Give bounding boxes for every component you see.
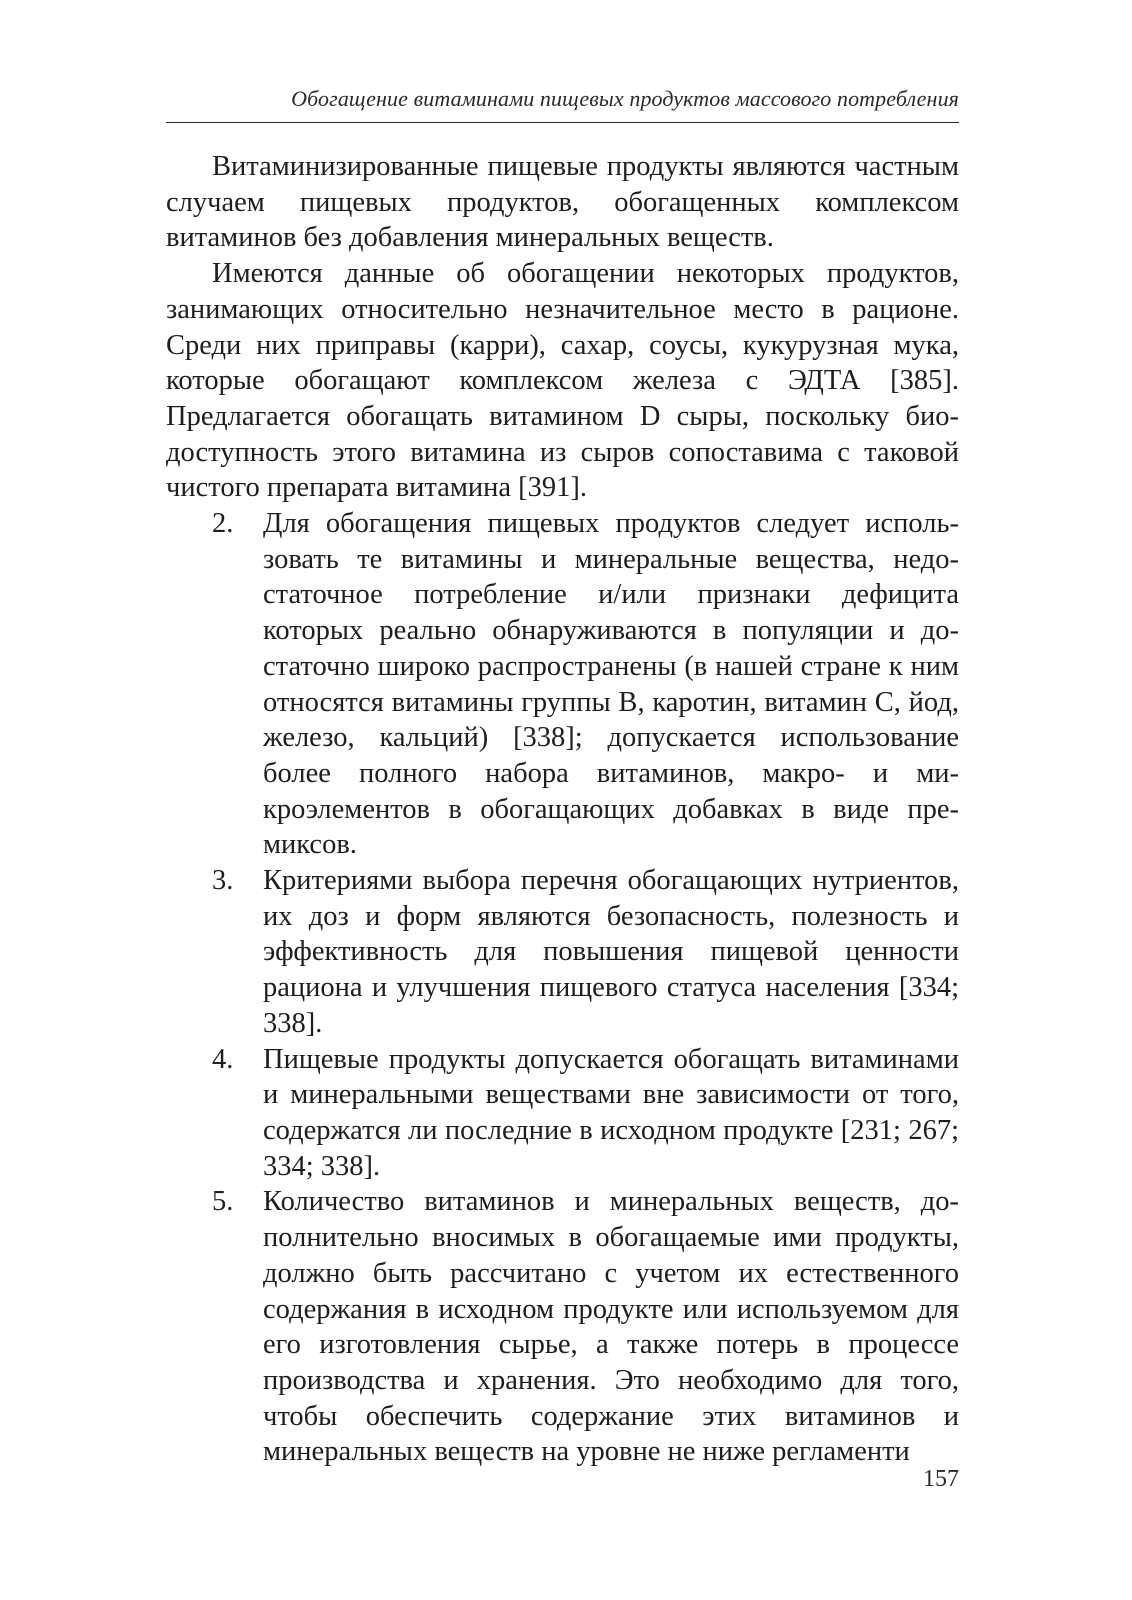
list-item <box>166 863 959 1042</box>
list-item-number: 3. <box>212 865 234 897</box>
list-item-text: Количество витаминов и минеральных веществ, дополнительно вносимых в обогащаемые ими продукты, должно быть рассчитано с учетом их естественного содержания в исходном продукте или используемом для его изготовления сырье, а также потерь в процессе производства и хранения. Это необходимо для того, чтобы обеспечить содержание этих витаминов и минеральных веществ на уровне не ниже регламенти <box>263 1186 959 1468</box>
list-item-number: 2. <box>212 508 234 540</box>
list-item-text: Критериями выбора перечня обогащающих нутриентов, их доз и форм являются безопасность, полезность и эффективность для повышения пищевой ценности рациона и улучшения пищевого статуса населения [334; 338]. <box>263 865 959 1039</box>
page-body <box>166 149 959 1470</box>
list-item <box>166 1184 959 1470</box>
list-item-text: Для обогащения пищевых продуктов следует использовать те витамины и минеральные вещества, недостаточное потребление и/или признаки дефицита которых реально обнаруживаются в популяции и достаточно широко распространены (в нашей стране к ним относятся витамины группы B, каротин, витамин C, йод, железо, кальций) [338]; допускается использование более полного набора витаминов, макро- и микроэлементов в обогащающих добавках в виде премиксов. <box>263 508 959 861</box>
header-rule <box>166 122 959 123</box>
list-item <box>166 1042 959 1185</box>
running-head: Обогащение витаминами пищевых продуктов массового потребления <box>291 86 959 111</box>
page-number: 157 <box>923 1466 959 1492</box>
list-item-number: 5. <box>212 1186 234 1218</box>
list-item-number: 4. <box>212 1043 234 1075</box>
list-item-text: Пищевые продукты допускается обогащать витаминами и минеральными веществами вне зависимости от того, содержатся ли последние в исходном продукте [231; 267; 334; 338]. <box>263 1043 959 1182</box>
paragraph: Имеются данные об обогащении некоторых продуктов, занимающих относительно незначительное место в рационе. Среди них приправы (карри), сахар, соусы, кукурузная мука, которые обогащают комплексом железа с ЭДТА [385]. Предлагается обогащать витамином D сыры, поскольку биодоступность этого витамина из сыров сопоставима с таковой чистого препарата витамина [391]. <box>166 258 959 504</box>
list-item <box>166 506 959 863</box>
numbered-list <box>166 506 959 1470</box>
paragraph: Витаминизированные пищевые продукты являются частным случаем пищевых продуктов, обогащенных комплексом витаминов без добавления минеральных веществ. <box>166 151 959 254</box>
